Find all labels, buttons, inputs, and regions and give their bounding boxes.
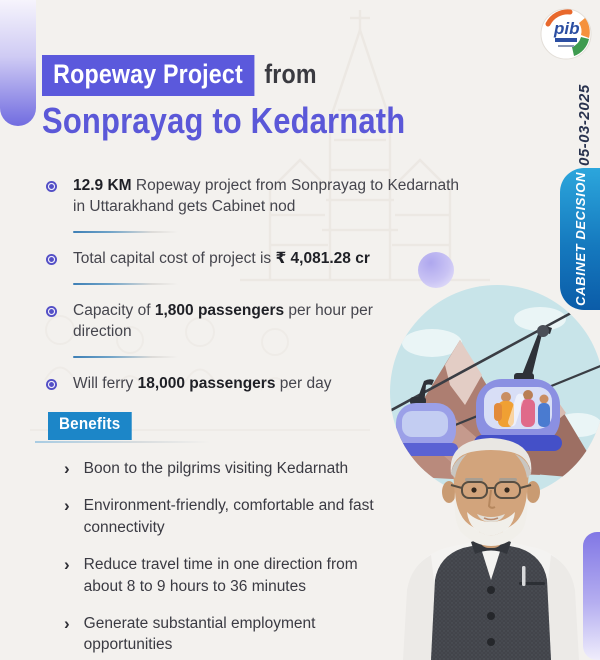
fact-text: Capacity of 1,800 passengers per hour per direction xyxy=(73,301,373,340)
cabinet-decision-label: CABINET DECISION xyxy=(572,172,588,306)
facts-list xyxy=(42,170,472,395)
fact-item xyxy=(42,249,472,270)
fact-item xyxy=(42,374,472,395)
bullet-target-icon xyxy=(46,379,57,390)
chevron-right-icon: › xyxy=(64,459,70,478)
fact-text: Total capital cost of project is ₹ 4,081.28 cr xyxy=(73,249,370,267)
modi-photo xyxy=(383,430,600,660)
pib-logo xyxy=(540,8,592,60)
page-title: Sonprayag to Kedarnath xyxy=(42,100,406,141)
divider-line xyxy=(73,231,178,233)
benefit-item xyxy=(64,458,414,479)
benefits-badge: Benefits xyxy=(48,412,131,440)
fact-item xyxy=(42,176,472,218)
chevron-right-icon: › xyxy=(64,496,70,516)
bullet-target-icon xyxy=(46,181,57,192)
left-accent-bar xyxy=(0,0,36,126)
fact-item xyxy=(42,301,472,343)
benefits-list xyxy=(64,458,414,660)
title-connector: from xyxy=(264,59,317,89)
divider-line xyxy=(73,356,178,358)
svg-text:pib: pib xyxy=(554,19,580,38)
benefit-text: Generate substantial employment opportunities xyxy=(83,614,316,654)
benefits-underline xyxy=(35,441,210,443)
divider-line xyxy=(73,283,178,285)
benefit-text: Boon to the pilgrims visiting Kedarnath xyxy=(83,460,349,477)
header xyxy=(42,55,405,142)
benefit-text: Environment-friendly, comfortable and fast connectivity xyxy=(83,497,374,536)
bullet-target-icon xyxy=(46,306,57,317)
date-label: 05-03-2025 xyxy=(576,84,593,166)
title-badge: Ropeway Project xyxy=(42,55,254,96)
cabinet-decision-tab xyxy=(560,168,600,310)
fact-text: Will ferry 18,000 passengers per day xyxy=(73,374,332,392)
chevron-right-icon: › xyxy=(64,613,70,633)
benefit-item xyxy=(64,554,414,597)
fact-text: 12.9 KM Ropeway project from Sonprayag to Kedarnath in Uttarakhand gets Cabinet nod xyxy=(73,177,460,215)
bullet-target-icon xyxy=(46,254,57,265)
benefit-text: Reduce travel time in one direction from about 8 to 9 hours to 36 minutes xyxy=(83,556,358,595)
chevron-right-icon: › xyxy=(64,555,70,575)
benefit-item xyxy=(64,613,414,656)
benefit-item xyxy=(64,495,414,538)
